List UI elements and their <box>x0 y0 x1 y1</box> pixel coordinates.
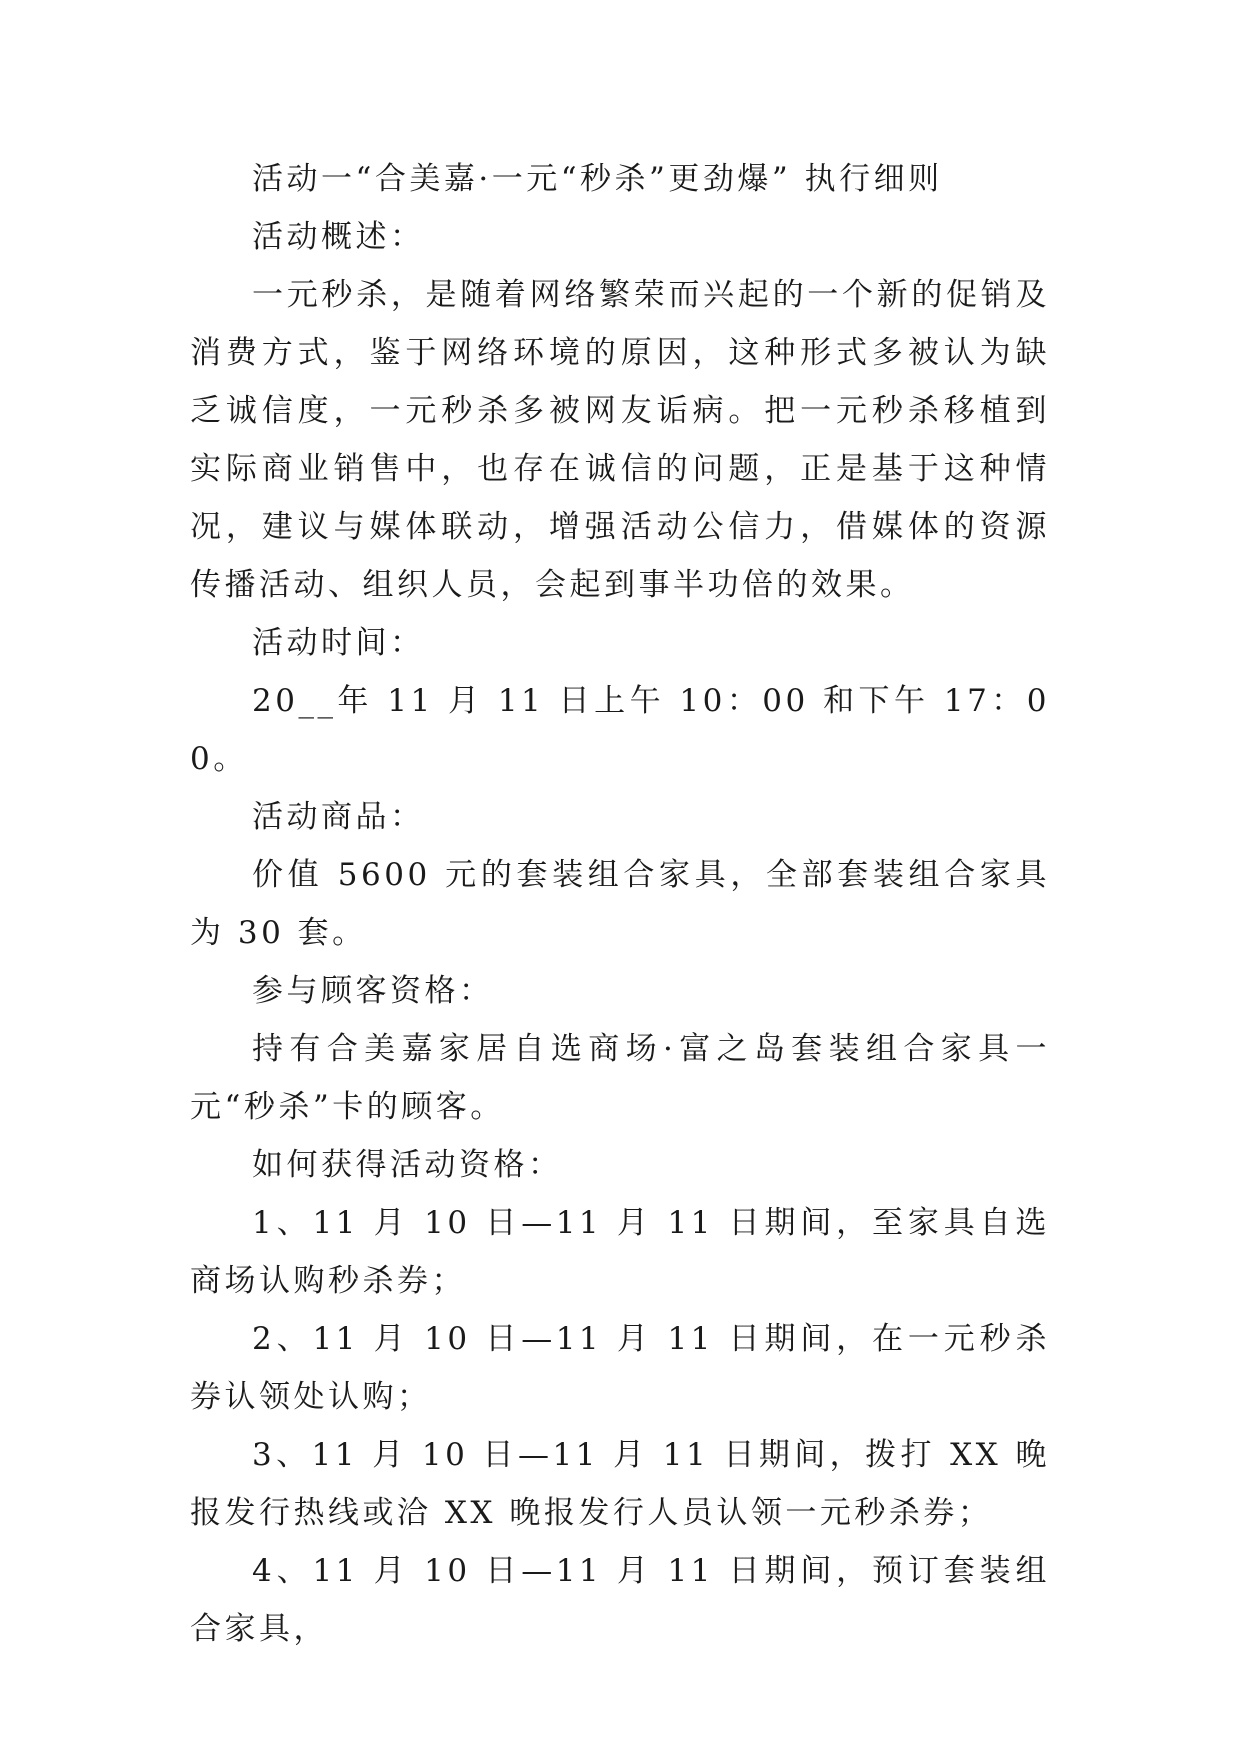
list-item: 2、11 月 10 日—11 月 11 日期间，在一元秒杀券认领处认购； <box>190 1321 1050 1415</box>
section-heading-time: 活动时间： <box>252 625 425 661</box>
list-item: 3、11 月 10 日—11 月 11 日期间，拨打 XX 晚报发行热线或洽 XX 晚报发行人员认领一元秒杀券； <box>190 1437 1050 1531</box>
list-item: 4、11 月 10 日—11 月 11 日期间，预订套装组合家具， <box>190 1553 1050 1647</box>
document-body <box>190 150 1050 1658</box>
document-title: 活动一“合美嘉·一元“秒杀”更劲爆” 执行细则 <box>252 161 943 197</box>
goods-paragraph: 价值 5600 元的套装组合家具，全部套装组合家具为 30 套。 <box>190 857 1050 951</box>
section-heading-goods: 活动商品： <box>252 799 425 835</box>
section-heading-eligibility: 参与顾客资格： <box>252 973 494 1009</box>
list-item: 1、11 月 10 日—11 月 11 日期间，至家具自选商场认购秒杀券； <box>190 1205 1050 1299</box>
overview-paragraph: 一元秒杀，是随着网络繁荣而兴起的一个新的促销及消费方式，鉴于网络环境的原因，这种形式多被认为缺乏诚信度，一元秒杀多被网友诟病。把一元秒杀移植到实际商业销售中，也存在诚信的问题，正是基于这种情况，建议与媒体联动，增强活动公信力，借媒体的资源传播活动、组织人员，会起到事半功倍的效果。 <box>190 277 1050 603</box>
section-heading-how-to-qualify: 如何获得活动资格： <box>252 1147 563 1183</box>
time-paragraph: 20__年 11 月 11 日上午 10：00 和下午 17：00。 <box>190 683 1050 777</box>
eligibility-paragraph: 持有合美嘉家居自选商场·富之岛套装组合家具一元“秒杀”卡的顾客。 <box>190 1031 1050 1125</box>
section-heading-overview: 活动概述： <box>252 219 425 255</box>
